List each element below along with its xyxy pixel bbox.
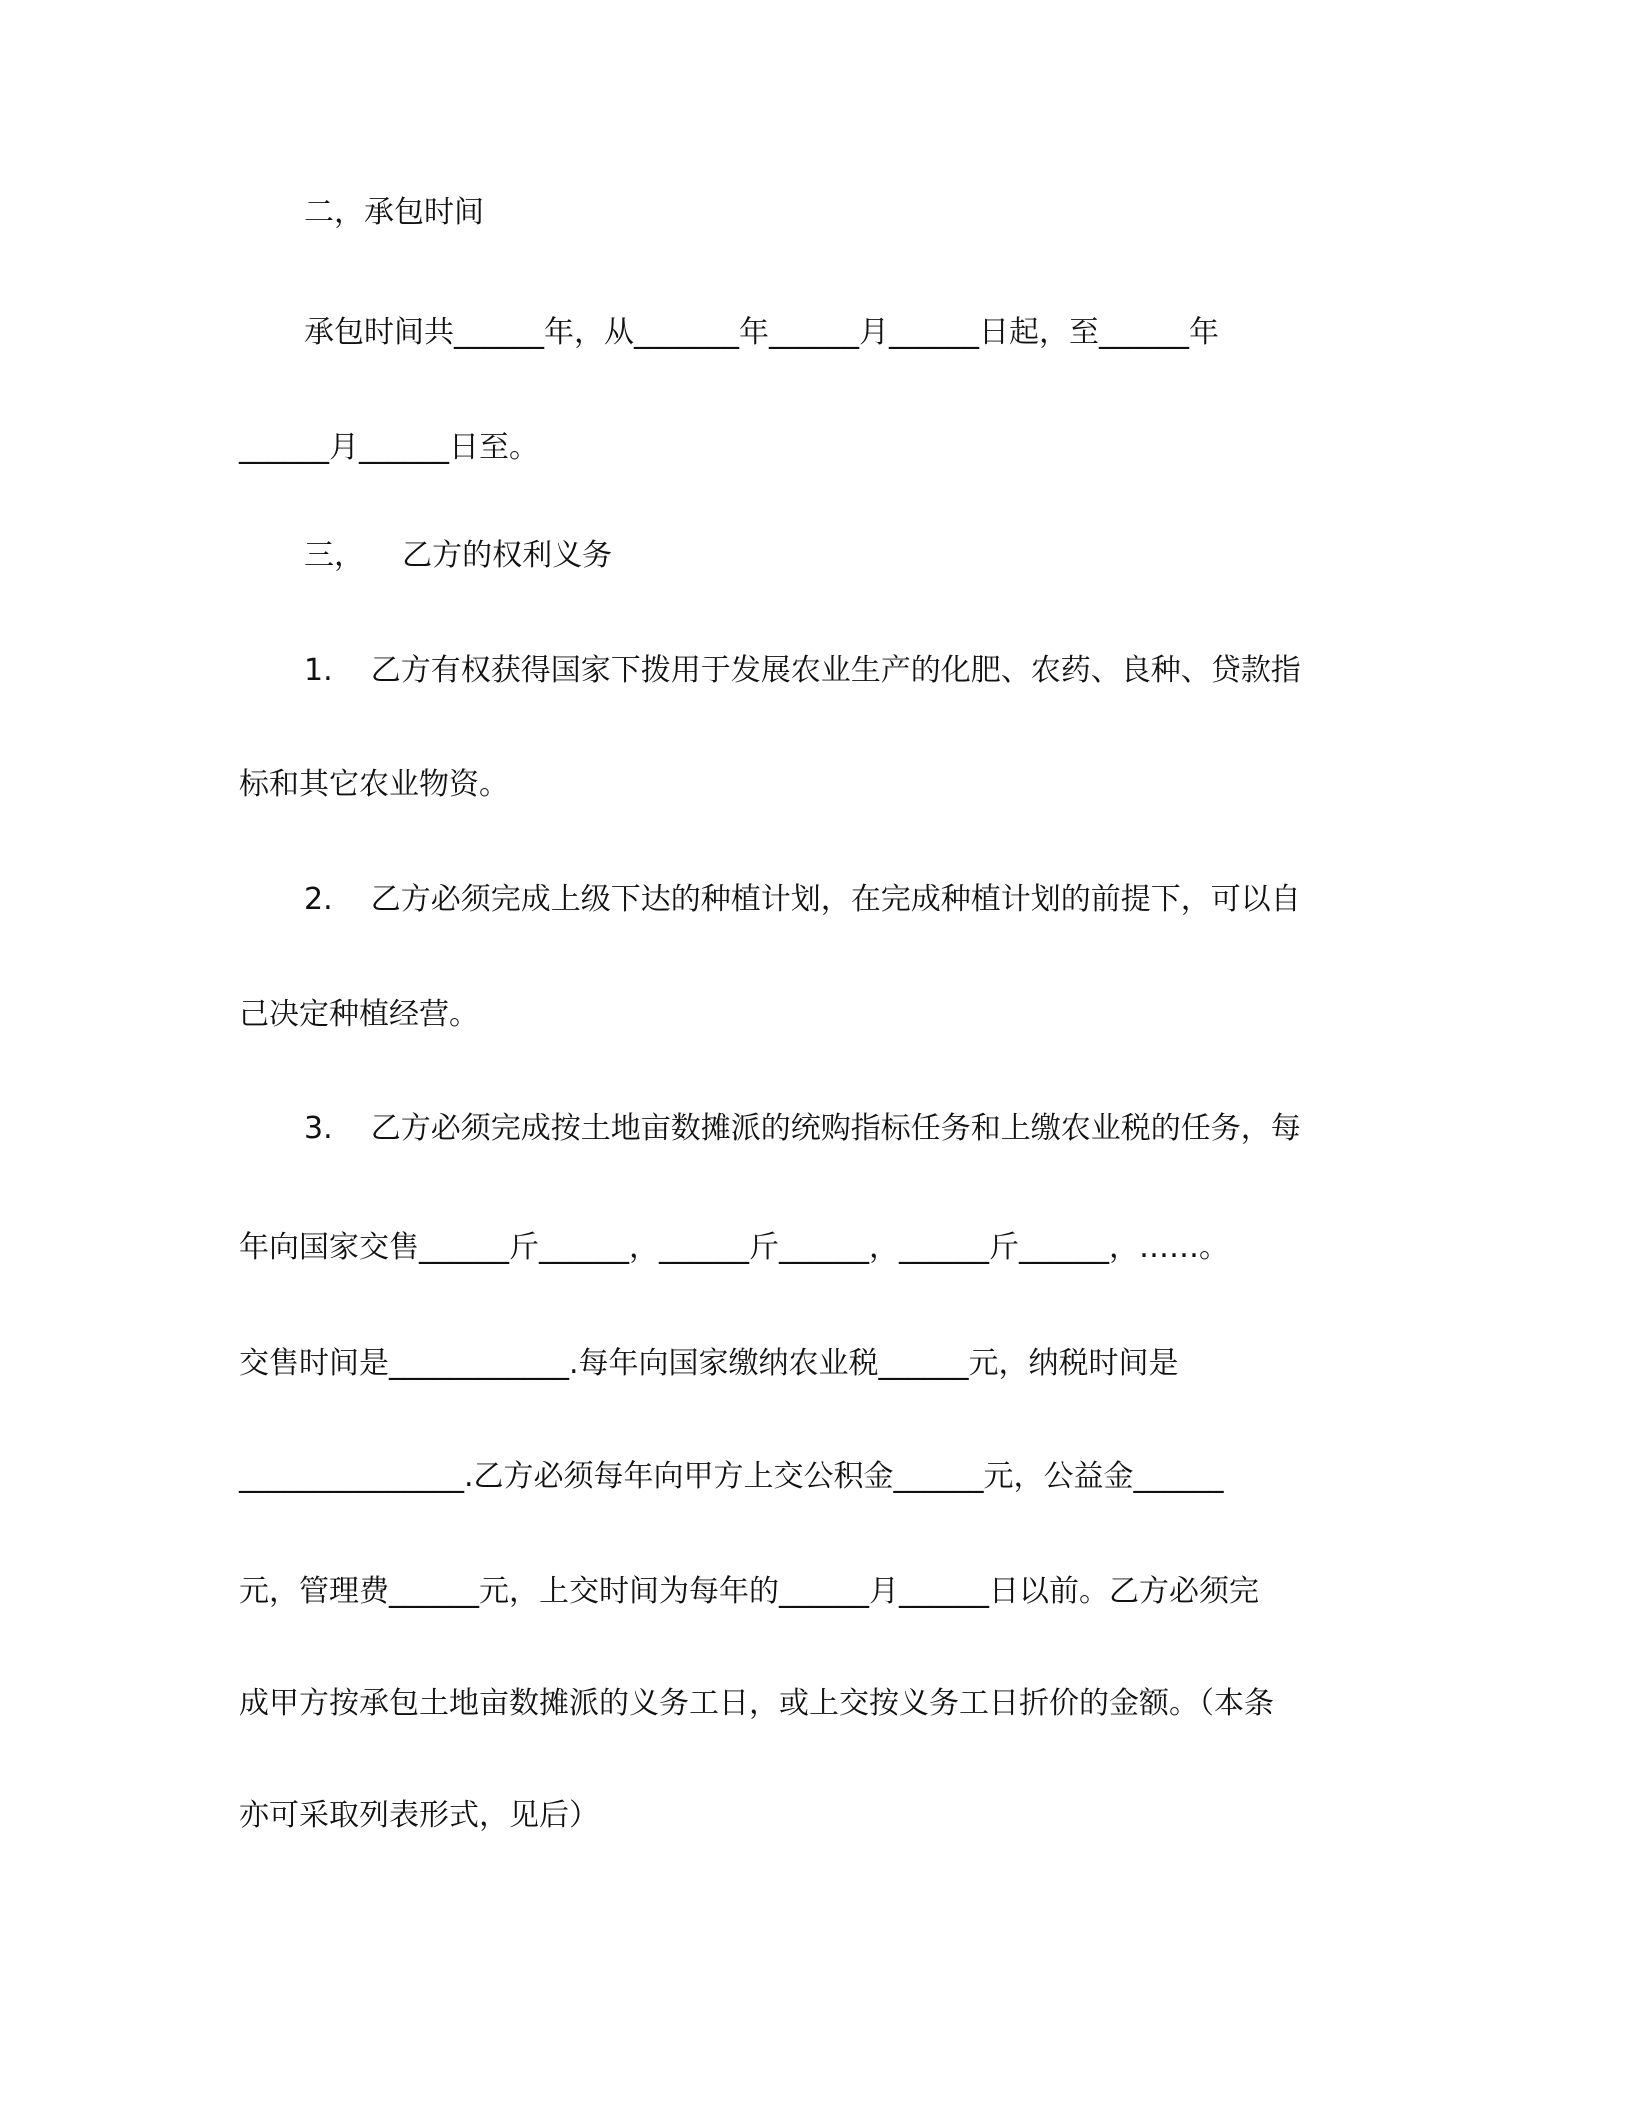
item-3-line-6: 成甲方按承包土地亩数摊派的义务工日，或上交按义务工日折价的金额。（本条 xyxy=(239,1686,1274,1721)
item-3-line-7: 亦可采取列表形式，见后） xyxy=(239,1798,599,1833)
item-1-line-2: 标和其它农业物资。 xyxy=(239,767,509,802)
item-3-line-2: 年向国家交售______斤______，______斤______，______斤______，……。 xyxy=(239,1230,1229,1265)
item-3-line-1: 3. 乙方必须完成按土地亩数摊派的统购指标任务和上缴农业税的任务，每 xyxy=(304,1111,1301,1146)
contract-period-line-2: ______月______日至。 xyxy=(239,430,539,465)
contract-period-line-1: 承包时间共______年，从_______年______月______日起，至______年 xyxy=(304,315,1219,350)
item-2-line-1: 2. 乙方必须完成上级下达的种植计划，在完成种植计划的前提下，可以自 xyxy=(304,882,1301,917)
item-3-line-5: 元，管理费______元，上交时间为每年的______月______日以前。乙方必须完 xyxy=(239,1574,1259,1609)
item-3-line-4: _______________.乙方必须每年向甲方上交公积金______元，公益金______ xyxy=(239,1459,1224,1494)
item-1-line-1: 1. 乙方有权获得国家下拨用于发展农业生产的化肥、农药、良种、贷款指 xyxy=(304,653,1301,688)
item-3-line-3: 交售时间是____________.每年向国家缴纳农业税______元，纳税时间是 xyxy=(239,1346,1179,1381)
item-2-line-2: 己决定种植经营。 xyxy=(239,997,479,1032)
section-2-heading: 二，承包时间 xyxy=(304,195,484,230)
section-3-heading: 三， 乙方的权利义务 xyxy=(304,538,613,573)
